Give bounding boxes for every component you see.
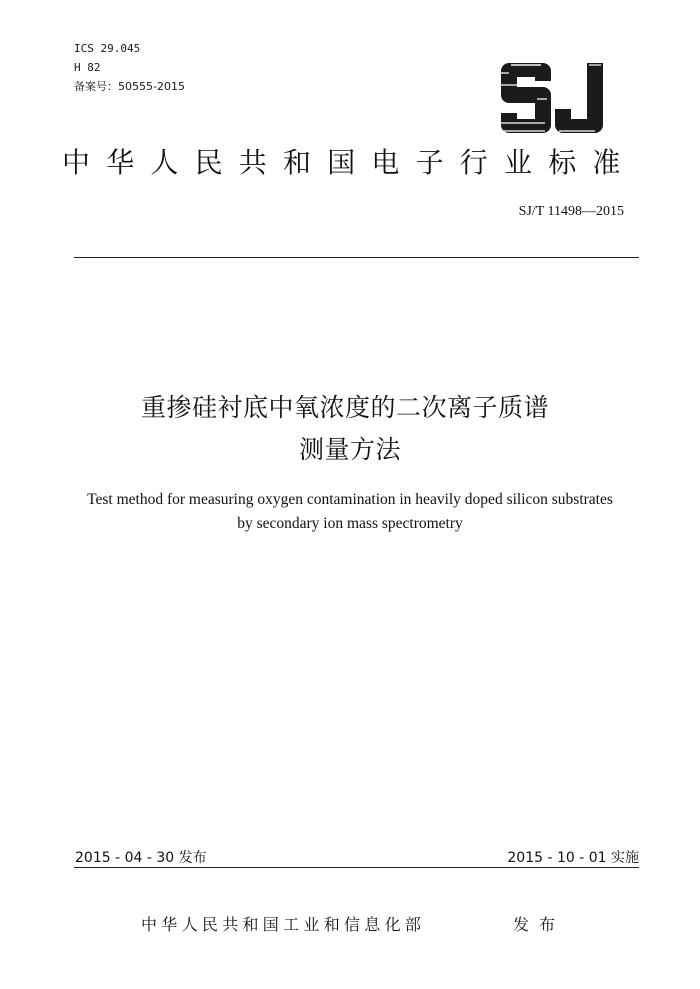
standard-number: SJ/T 11498—2015 (518, 204, 624, 219)
classification-code: H 82 (74, 61, 101, 74)
record-number: 备案号：50555-2015 (74, 80, 185, 93)
issuing-authority: 中华人民共和国工业和信息化部 (141, 915, 426, 934)
implementation-date: 2015 - 10 - 01 实施 (507, 850, 639, 866)
top-divider (74, 257, 639, 258)
title-en-line1: Test method for measuring oxygen contamination in heavily doped silicon substrates (87, 491, 613, 508)
issue-date: 2015 - 04 - 30 发布 (75, 850, 207, 866)
issue-label: 发布 (513, 915, 566, 934)
title-cn-line2: 测量方法 (298, 435, 401, 464)
title-en-line2: by secondary ion mass spectrometry (237, 515, 463, 532)
ics-code: ICS 29.045 (74, 42, 141, 55)
industry-standard-title: 中华人民共和国电子行业标准 (62, 146, 637, 179)
sj-logo (497, 61, 609, 137)
bottom-divider (74, 867, 639, 868)
title-cn-line1: 重掺硅衬底中氧浓度的二次离子质谱 (140, 393, 549, 422)
